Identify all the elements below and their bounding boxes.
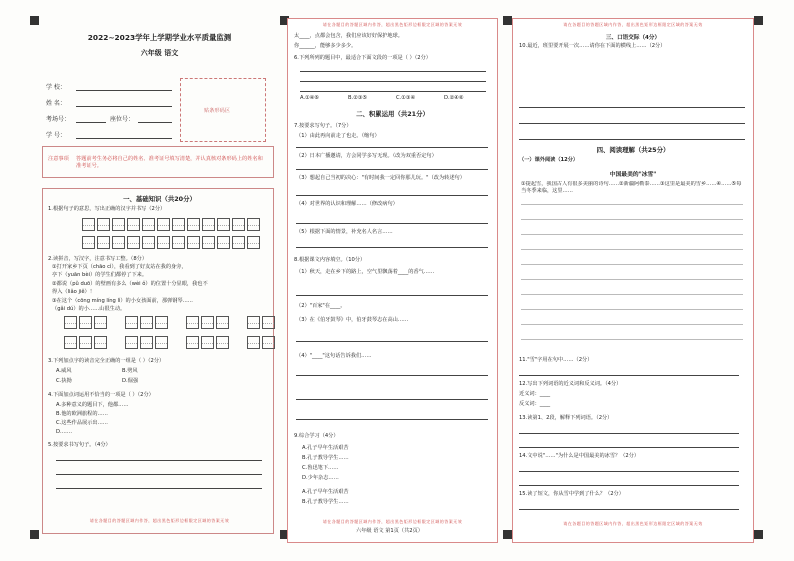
passage-line	[521, 249, 743, 250]
writing-grid[interactable]	[82, 218, 262, 231]
reading-passage: ①提起雪，我国古人有很多美丽的诗句……②新疆阿勒泰……③这里是最美的雪乡……④……⑤每当冬季来临，这里……	[521, 181, 742, 195]
passage-line	[521, 339, 743, 340]
q6-passage-line	[300, 81, 486, 82]
q8-item: （1）秋天，走在乡下的路上，空气里飘荡着____的香气……	[296, 269, 435, 275]
q14-text: 14.文中说"……"为什么是中国最美的冰雪？（2分）	[519, 453, 640, 459]
q9-text: 9.综合学习（4分）	[294, 433, 339, 439]
q2-text: 2.读拼音，写汉字，注意书写工整。（8分）	[48, 256, 148, 262]
q3-option[interactable]: C.执拗	[56, 378, 72, 384]
notice-text: 答题前考生务必将自己的姓名、准考证号填写清楚，并认真核对条形码上的姓名和准考证号。	[76, 156, 263, 169]
column-2	[287, 18, 498, 543]
answer-line[interactable]	[296, 341, 488, 342]
column-3	[512, 18, 754, 543]
notice-label: 注意事项	[48, 156, 69, 162]
q15-text: 15.读了短文，你从雪中学到了什么？（2分）	[519, 491, 624, 497]
q4-option[interactable]: D.……	[56, 429, 73, 435]
answer-line[interactable]	[296, 399, 488, 400]
answer-line[interactable]	[519, 447, 739, 448]
q7-item: （2）日本广播邀请，方会同学多写无现。（改为双重否定句）	[296, 153, 437, 159]
pinyin-grid[interactable]	[64, 336, 277, 349]
name-field[interactable]	[76, 106, 172, 107]
answer-line[interactable]	[296, 195, 488, 196]
q7-item: （4）对世界的认识和理解……（修改病句）	[296, 201, 398, 207]
exam-title: 2022~2023学年上学期学业水平质量监测	[87, 33, 232, 42]
seat-field[interactable]	[138, 122, 172, 123]
red-note: 请在各题目的答题区域内作答，超出黑色矩形边框限定区域的答案无效	[322, 519, 463, 524]
registration-mark	[503, 16, 512, 25]
q6-text: 6.下列所列的题目中，最适合下面文段的一项是（ ）（2分）	[294, 55, 431, 61]
q1-text: 1.根据句子的意思，写出正确的汉字并书写（2分）	[48, 206, 166, 212]
q9-option[interactable]: C.鲁迅笔下……	[302, 465, 339, 471]
q4-option[interactable]: A.多种意义的题目下，他都……	[56, 402, 129, 408]
answer-line[interactable]	[296, 223, 488, 224]
carry-over-line: 你______，能够多少多少。	[294, 43, 357, 49]
room-field[interactable]	[76, 122, 106, 123]
seat-label: 座位号：	[110, 116, 135, 123]
subsection-title: （一）课外阅读（12分）	[519, 157, 579, 163]
answer-line[interactable]	[56, 460, 262, 461]
q12-text: 12.写出下列词语的近义词和反义词。（4分）	[519, 381, 622, 387]
q2-line: 亭下（yuān bèi）的学生们都停了下来。	[52, 272, 148, 278]
q8-item: （3）在《伯牙鼓琴》中，伯牙鼓琴志在高山……	[296, 317, 409, 323]
barcode-label: 贴条形码区	[204, 108, 230, 114]
q9-option[interactable]: B.孔子教导学生……	[302, 455, 349, 461]
answer-line[interactable]	[519, 139, 745, 140]
red-note: 请在各题目的答题区域内作答，超出黑色矩形边框限定区域的答案无效	[563, 521, 703, 526]
passage-line	[521, 294, 743, 295]
answer-line[interactable]	[296, 375, 488, 376]
q2-line: （gǎi dú）的小……山很生动。	[52, 306, 126, 312]
q7-item: （3）想起自己当初的决心："有时间我一定回你那儿玩。"（改为转述句）	[296, 175, 465, 181]
section-3-title: 三、口语交际（4分）	[605, 35, 661, 41]
grade-subject: 六年级 语文	[140, 49, 179, 57]
section-1-title: 一、基础知识（共20分）	[123, 195, 196, 203]
q9-option[interactable]: D.少年杂志……	[302, 475, 339, 481]
passage-line	[521, 204, 743, 205]
q3-option[interactable]: A.威风	[56, 368, 72, 374]
column-1	[42, 18, 277, 543]
passage-line	[521, 279, 743, 280]
id-field[interactable]	[76, 138, 172, 139]
pinyin-grid[interactable]	[64, 316, 277, 329]
answer-line[interactable]	[296, 295, 488, 296]
passage-line	[521, 309, 743, 310]
q7-text: 7.按要求写句子。（7分）	[294, 123, 352, 129]
answer-line[interactable]	[56, 488, 262, 489]
answer-line[interactable]	[519, 375, 739, 376]
passage-line	[521, 234, 743, 235]
q4-option[interactable]: B.他的欧洲旅程的……	[56, 411, 108, 417]
q9-option[interactable]: A.孔子早年生活艰苦	[302, 445, 349, 451]
q6-passage-line	[300, 71, 486, 72]
room-label: 考场号：	[46, 116, 71, 123]
passage-line	[521, 219, 743, 220]
registration-mark	[30, 530, 39, 539]
q9-option[interactable]: B.孔子教导学生……	[302, 499, 349, 505]
section-4-title: 四、阅读理解（共25分）	[596, 146, 670, 154]
q12-item[interactable]: 反义词：____	[519, 401, 551, 407]
q2-line: 得入（liǎo jiě）！	[52, 289, 95, 295]
answer-line[interactable]	[519, 123, 745, 124]
q7-item: （5）根据下面的情景，补充名人名言……	[296, 229, 393, 235]
answer-line[interactable]	[56, 474, 262, 475]
passage-title: 中国最美的"冰雪"	[609, 172, 657, 178]
answer-line[interactable]	[519, 433, 739, 434]
answer-line[interactable]	[296, 147, 488, 148]
red-note: 请在各题目的答题区域内作答，超出黑色矩形边框限定区域的答案无效	[563, 22, 703, 27]
answer-line[interactable]	[296, 169, 488, 170]
red-note: 请在各题目的答题区域内作答，超出黑色矩形边框限定区域的答案无效	[89, 518, 230, 523]
carry-over-line: 太____，点都会包含，我们应该好好保护地球。	[294, 33, 403, 39]
q8-text: 8.根据课文内容填空。（10分）	[294, 257, 366, 263]
q6-option[interactable]: A.①④⑥	[300, 95, 320, 101]
q3-option[interactable]: D.倔强	[122, 378, 139, 384]
q5-text: 5.按要求书写句子。（4分）	[48, 442, 111, 448]
q3-text: 3.下列加点字的读音完全正确的一组是（ ）（2分）	[48, 358, 165, 364]
q4-text: 4.下面加点词运用不恰当的一项是（ ）（2分）	[48, 392, 154, 398]
writing-grid[interactable]	[82, 236, 262, 249]
q6-option[interactable]: D.②④⑥	[444, 95, 464, 101]
registration-mark	[503, 530, 512, 539]
q9-option[interactable]: A.孔子早年生活艰苦	[302, 489, 349, 495]
answer-line[interactable]	[519, 107, 745, 108]
passage-line	[521, 264, 743, 265]
q6-passage-line	[300, 91, 486, 92]
q2-line: ②都说（pǔ duō）的壁画有多么（wèi ǒ）的位置十分显眼，我也不	[52, 281, 208, 287]
name-label: 姓 名：	[46, 100, 66, 107]
school-label: 学 校：	[46, 84, 66, 91]
q2-line: ①打开家乡下页（chāo cì），我看到了好友站在我的身旁，	[52, 264, 187, 270]
answer-line[interactable]	[519, 471, 739, 472]
passage-line	[521, 324, 743, 325]
q12-item[interactable]: 近义词：____	[519, 391, 551, 397]
answer-line[interactable]	[296, 247, 488, 248]
q6-option[interactable]: C.①③④	[396, 95, 416, 101]
registration-mark	[754, 16, 763, 25]
q3-option[interactable]: B.劈风	[122, 368, 138, 374]
q2-line: ③在这个（cōng míng líng lì）的小女孩面前，那弹钢琴……	[52, 298, 193, 304]
red-note: 请在各题目的答题区域内作答，超出黑色矩形边框限定区域的答案无效	[322, 22, 463, 27]
q7-item: （1）由此再向前走了也走。（缩句）	[296, 133, 380, 139]
q10-text: 10.最近，班里要开展一次……请你在下面的横线上……（2分）	[519, 43, 666, 49]
registration-mark	[754, 530, 763, 539]
section-2-title: 二、积累运用（共21分）	[356, 110, 429, 118]
q4-option[interactable]: C.这些作品展示出……	[56, 420, 108, 426]
answer-line[interactable]	[296, 419, 488, 420]
answer-line[interactable]	[519, 485, 739, 486]
q11-text: 11."雪"字用在句中……（2分）	[519, 357, 593, 363]
q8-item: （4）"____"这句话告诉我们……	[296, 353, 372, 359]
page-footer: 六年级 语文 第1页（共2页）	[356, 528, 423, 534]
q6-option[interactable]: B.②③⑤	[348, 95, 368, 101]
q13-text: 13.读第1、2段，解释下列词语。（2分）	[519, 415, 613, 421]
school-field[interactable]	[76, 90, 172, 91]
answer-line[interactable]	[519, 509, 739, 510]
q8-item: （2）"百家"在____。	[296, 303, 346, 309]
registration-mark	[30, 16, 39, 25]
id-label: 学 号：	[46, 132, 66, 139]
